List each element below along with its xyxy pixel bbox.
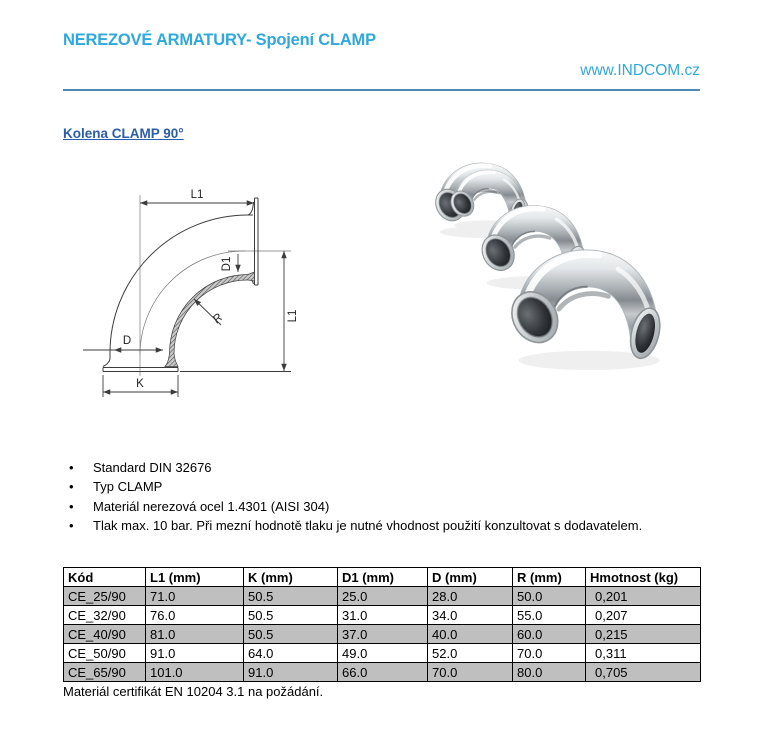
table-row	[64, 625, 701, 644]
value-cell: 0,201	[586, 587, 701, 606]
table-row	[64, 644, 701, 663]
dim-label-d: D	[122, 335, 132, 347]
value-cell: 70.0	[513, 644, 586, 663]
value-cell: 70.0	[428, 663, 513, 682]
value-cell: 91.0	[244, 663, 338, 682]
value-cell: 50.0	[513, 587, 586, 606]
technical-drawing	[70, 168, 315, 418]
value-cell: 60.0	[513, 625, 586, 644]
column-header: Kód	[64, 568, 146, 587]
product-code-cell: CE_50/90	[64, 644, 146, 663]
section-hatch	[165, 272, 255, 367]
dim-label-r: R	[210, 311, 226, 327]
value-cell: 49.0	[338, 644, 428, 663]
product-code-cell: CE_25/90	[64, 587, 146, 606]
website-link[interactable]: www.INDCOM.cz	[580, 62, 700, 79]
column-header: K (mm)	[244, 568, 338, 587]
value-cell: 50.5	[244, 587, 338, 606]
value-cell: 37.0	[338, 625, 428, 644]
value-cell: 71.0	[146, 587, 244, 606]
spec-table	[63, 567, 701, 682]
table-header-row	[64, 568, 701, 587]
product-photo	[432, 158, 747, 383]
value-cell: 25.0	[338, 587, 428, 606]
bullet-item: • Standard DIN 32676	[63, 458, 708, 477]
section-title-link[interactable]: Kolena CLAMP 90°	[63, 126, 184, 141]
certificate-note: Materiál certifikát EN 10204 3.1 na požádání.	[63, 684, 324, 699]
product-code-cell: CE_32/90	[64, 606, 146, 625]
column-header: L1 (mm)	[146, 568, 244, 587]
value-cell: 28.0	[428, 587, 513, 606]
value-cell: 40.0	[428, 625, 513, 644]
table-body	[64, 587, 701, 682]
bullet-list	[63, 458, 708, 536]
column-header: R (mm)	[513, 568, 586, 587]
value-cell: 64.0	[244, 644, 338, 663]
value-cell: 50.5	[244, 625, 338, 644]
header-rule	[63, 89, 700, 91]
value-cell: 55.0	[513, 606, 586, 625]
page-title: NEREZOVÉ ARMATURY- Spojení CLAMP	[63, 31, 376, 49]
dim-label-d1: D1	[221, 256, 233, 272]
column-header: Hmotnost (kg)	[586, 568, 701, 587]
value-cell: 101.0	[146, 663, 244, 682]
table-row	[64, 587, 701, 606]
dim-label-l1-top: L1	[190, 189, 204, 201]
value-cell: 0,311	[586, 644, 701, 663]
bullet-item: • Tlak max. 10 bar. Při mezní hodnotě tlaku je nutné vhodnost použití konzultovat s dodavatelem.	[63, 516, 708, 535]
value-cell: 0,215	[586, 625, 701, 644]
value-cell: 91.0	[146, 644, 244, 663]
value-cell: 81.0	[146, 625, 244, 644]
value-cell: 76.0	[146, 606, 244, 625]
dim-label-l1-right: L1	[287, 309, 299, 323]
table-row	[64, 606, 701, 625]
product-code-cell: CE_65/90	[64, 663, 146, 682]
value-cell: 0,705	[586, 663, 701, 682]
value-cell: 50.5	[244, 606, 338, 625]
value-cell: 80.0	[513, 663, 586, 682]
column-header: D (mm)	[428, 568, 513, 587]
column-header: D1 (mm)	[338, 568, 428, 587]
value-cell: 52.0	[428, 644, 513, 663]
table-row	[64, 663, 701, 682]
dim-label-k: K	[136, 378, 144, 390]
value-cell: 0,207	[586, 606, 701, 625]
product-code-cell: CE_40/90	[64, 625, 146, 644]
value-cell: 31.0	[338, 606, 428, 625]
value-cell: 34.0	[428, 606, 513, 625]
value-cell: 66.0	[338, 663, 428, 682]
bullet-item: • Materiál nerezová ocel 1.4301 (AISI 304)	[63, 497, 708, 516]
bullet-item: • Typ CLAMP	[63, 477, 708, 496]
